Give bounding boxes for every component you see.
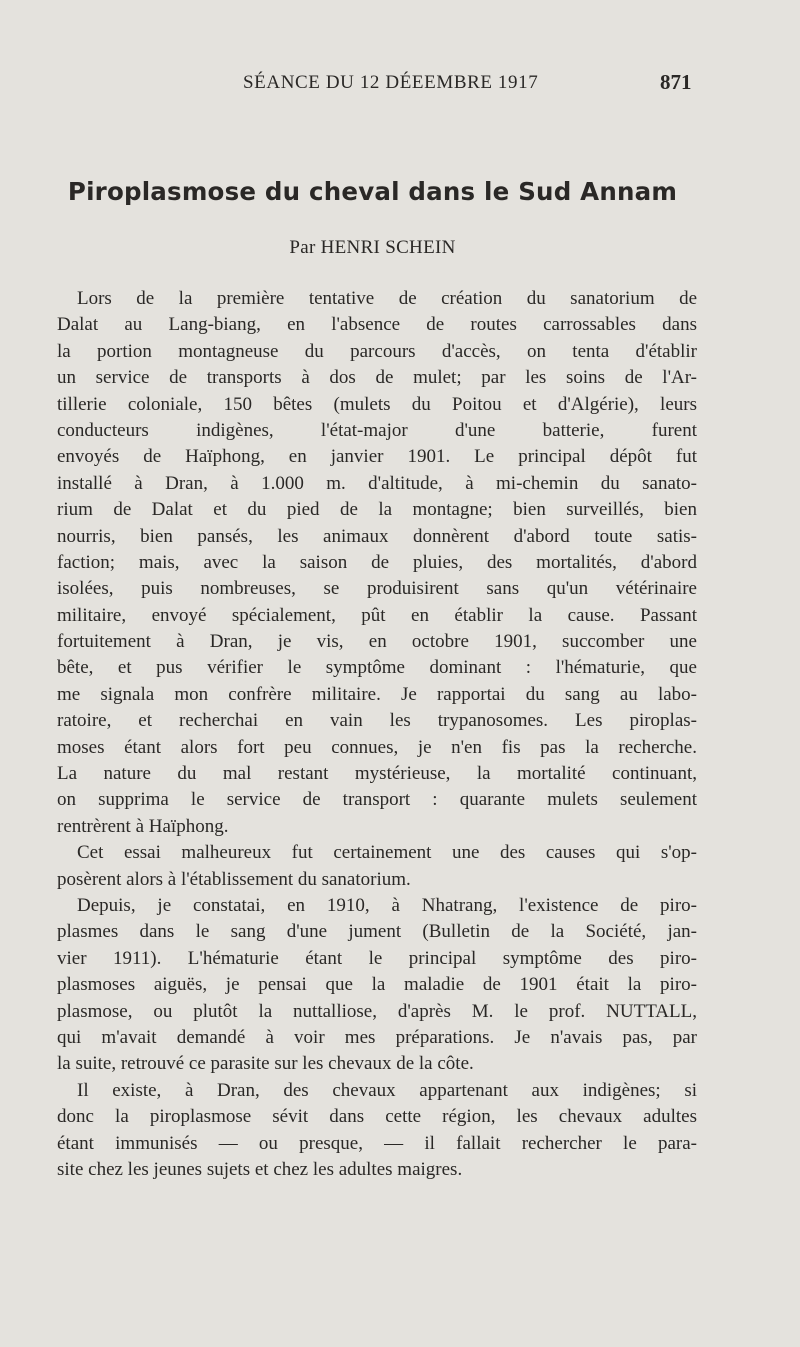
- text-line: militaire, envoyé spécialement, pût en établir la cause. Passant: [57, 604, 697, 626]
- text-line: moses étant alors fort peu connues, je n'en fis pas la recherche.: [57, 736, 697, 758]
- text-line: La nature du mal restant mystérieuse, la mortalité continuant,: [57, 763, 697, 785]
- text-line: Cet essai malheureux fut certainement une des causes qui s'op-: [77, 842, 697, 864]
- text-line: isolées, puis nombreuses, se produisirent sans qu'un vétérinaire: [57, 578, 697, 600]
- text-line: qui m'avait demandé à voir mes préparations. Je n'avais pas, par: [57, 1026, 697, 1048]
- text-line: Dalat au Lang-biang, en l'absence de routes carrossables dans: [57, 314, 697, 336]
- text-line: conducteurs indigènes, l'état-major d'une batterie, furent: [57, 419, 697, 441]
- paragraph: [57, 1078, 697, 1184]
- text-line: plasmose, ou plutôt la nuttalliose, d'après M. le prof. NUTTALL,: [57, 1000, 697, 1022]
- text-line: bête, et pus vérifier le symptôme dominant : l'hématurie, que: [57, 657, 697, 679]
- text-line: Il existe, à Dran, des chevaux appartenant aux indigènes; si: [77, 1079, 697, 1101]
- text-line: on supprima le service de transport : quarante mulets seulement: [57, 789, 697, 811]
- paragraph: [57, 286, 697, 840]
- text-line: plasmes dans le sang d'une jument (Bulletin de la Société, jan-: [57, 921, 697, 943]
- byline: Par HENRI SCHEIN: [289, 237, 456, 258]
- paragraph: [57, 840, 697, 893]
- text-line: Lors de la première tentative de création du sanatorium de: [77, 288, 697, 309]
- text-line: donc la piroplasmose sévit dans cette région, les chevaux adultes: [57, 1106, 697, 1128]
- paragraph: [57, 893, 697, 1078]
- article-body: [57, 286, 697, 1183]
- text-line: ratoire, et recherchai en vain les trypanosomes. Les piroplas-: [57, 710, 697, 732]
- running-head: [0, 72, 800, 102]
- text-line: la portion montagneuse du parcours d'accès, on tenta d'établir: [57, 340, 697, 362]
- text-line: rium de Dalat et du pied de la montagne; bien surveillés, bien: [57, 499, 697, 521]
- page-number: 871: [660, 70, 692, 94]
- text-line: nourris, bien pansés, les animaux donnèrent d'abord toute satis-: [57, 525, 697, 547]
- article-title: Piroplasmose du cheval dans le Sud Annam: [67, 177, 678, 206]
- text-line: installé à Dran, à 1.000 m. d'altitude, à mi-chemin du sanato-: [57, 472, 697, 494]
- running-title: SÉANCE DU 12 DÉEEMBRE 1917: [243, 72, 539, 93]
- text-line: tillerie coloniale, 150 bêtes (mulets du Poitou et d'Algérie), leurs: [57, 393, 697, 415]
- text-line: plasmoses aiguës, je pensai que la maladie de 1901 était la piro-: [57, 974, 697, 996]
- text-line: fortuitement à Dran, je vis, en octobre 1901, succomber une: [57, 631, 697, 653]
- text-line: vier 1911). L'hématurie étant le principal symptôme des piro-: [57, 947, 697, 969]
- text-line: me signala mon confrère militaire. Je rapportai du sang au labo-: [57, 683, 697, 705]
- text-line: site chez les jeunes sujets et chez les adultes maigres.: [57, 1158, 463, 1180]
- text-line: posèrent alors à l'établissement du sanatorium.: [57, 868, 411, 890]
- text-line: envoyés de Haïphong, en janvier 1901. Le principal dépôt fut: [57, 446, 697, 468]
- text-line: rentrèrent à Haïphong.: [57, 815, 229, 837]
- text-line: faction; mais, avec la saison de pluies, des mortalités, d'abord: [57, 551, 697, 573]
- text-line: un service de transports à dos de mulet; par les soins de l'Ar-: [57, 367, 697, 389]
- text-line: la suite, retrouvé ce parasite sur les chevaux de la côte.: [57, 1053, 474, 1075]
- text-line: étant immunisés — ou presque, — il fallait rechercher le para-: [57, 1132, 697, 1154]
- text-line: Depuis, je constatai, en 1910, à Nhatrang, l'existence de piro-: [77, 894, 697, 916]
